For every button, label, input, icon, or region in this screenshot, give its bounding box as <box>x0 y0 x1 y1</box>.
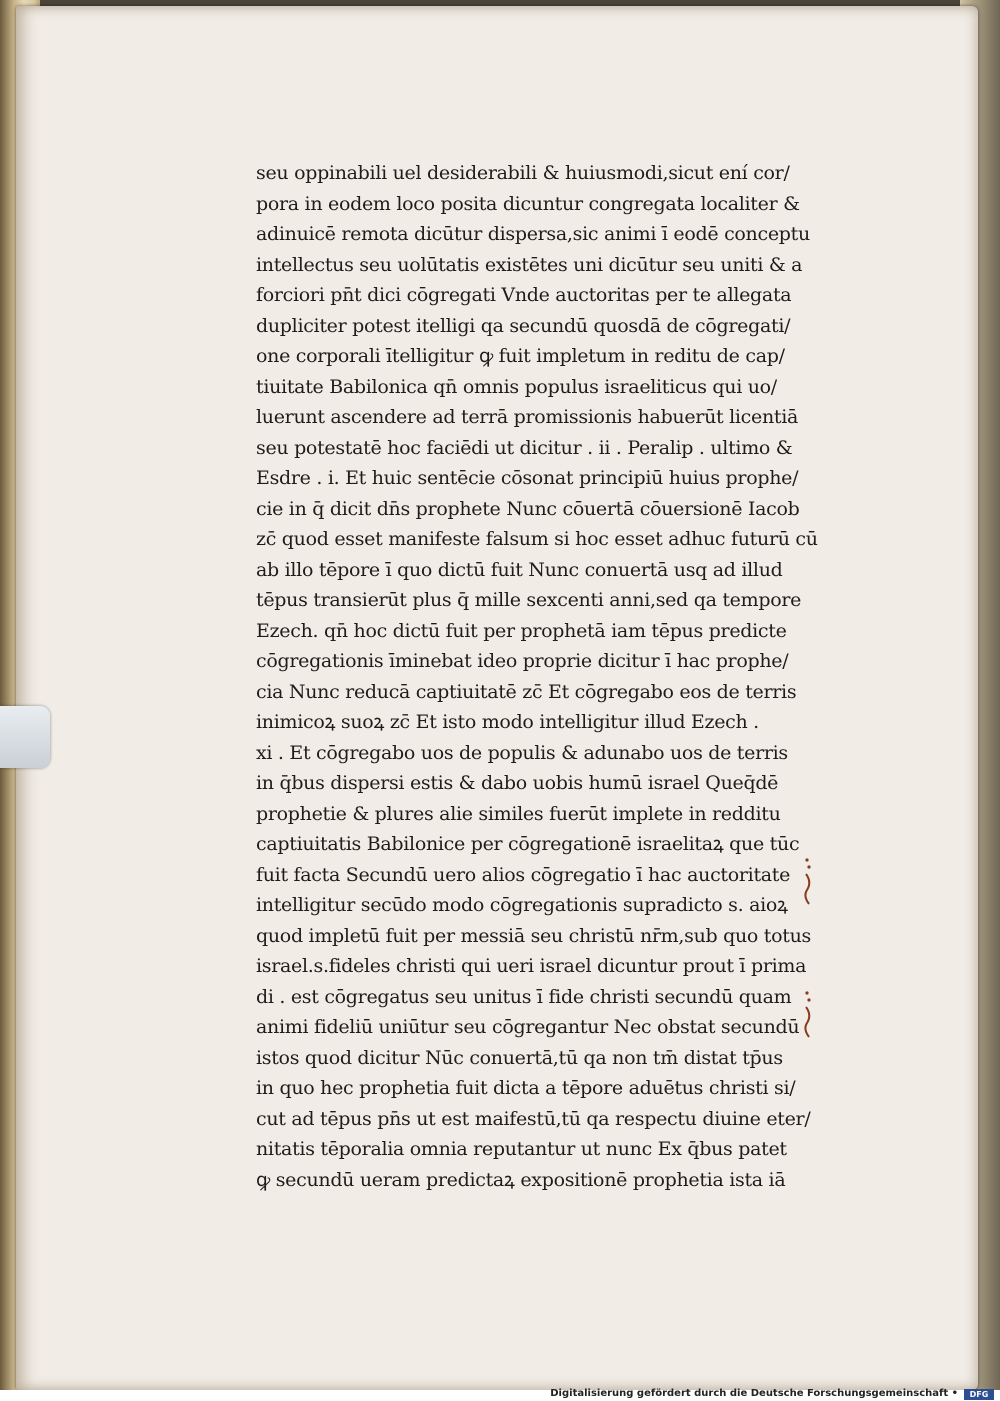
text-line: one corporali ītelligitur ꝙ fuit impletum in reditu de cap/ <box>256 345 785 367</box>
text-line: tēpus transierūt plus q̄ mille sexcenti anni,sed qa tempore <box>256 589 802 611</box>
text-line: captiuitatis Babilonice per cōgregationē israelitaꝝ que tūc <box>256 833 800 855</box>
footer-credit: Digitalisierung gefördert durch die Deutsche Forschungsgemeinschaft • <box>550 1388 958 1399</box>
text-line: pora in eodem loco posita dicuntur congregata localiter & <box>256 192 800 215</box>
text-line: tiuitate Babilonica qn̄ omnis populus israeliticus qui uo/ <box>256 375 777 398</box>
text-line: luerunt ascendere ad terrā promissionis habuerūt licentiā <box>256 406 799 428</box>
text-line: Esdre . i. Et huic sentēcie cōsonat principiū huius prophe/ <box>256 467 799 489</box>
margin-annotation-mark-1 <box>802 856 816 906</box>
text-line: seu oppinabili uel desiderabili & huiusmodi,sicut enı́ cor/ <box>256 162 790 184</box>
dfg-logo: DFG <box>964 1389 994 1400</box>
text-line: cia Nunc reducā captiuitatē zc̄ Et cōgregabo eos de terris <box>256 680 797 703</box>
text-line: zc̄ quod esset manifeste falsum si hoc esset adhuc futurū cū <box>256 528 818 550</box>
page-clip <box>0 706 50 768</box>
text-line: in quo hec prophetia fuit dicta a tēpore aduētus christi si/ <box>256 1077 796 1099</box>
text-line: xi . Et cōgregabo uos de populis & adunabo uos de terris <box>256 741 788 764</box>
text-line: cut ad tēpus pn̄s ut est maifestū,tū qa respectu diuine eter/ <box>256 1107 811 1130</box>
text-line: animi fideliū uniūtur seu cōgregantur Nec obstat secundū <box>256 1016 800 1038</box>
text-line: dupliciter potest itelligi qa secundū quosdā de cōgregati/ <box>256 314 791 337</box>
text-line: seu potestatē hoc faciēdi ut dicitur . ii . Peralip . ultimo & <box>256 436 793 459</box>
printed-text-block <box>256 158 836 1195</box>
text-line: fuit facta Secundū uero alios cōgregatio ī hac auctoritate <box>256 863 791 886</box>
text-line: nitatis tēporalia omnia reputantur ut nunc Ex q̄bus patet <box>256 1138 787 1160</box>
text-line: istos quod dicitur Nūc conuertā,tū qa non tm̄ distat tp̄us <box>256 1046 783 1069</box>
text-line: israel.s.fideles christi qui ueri israel dicuntur prout ī prima <box>256 955 807 977</box>
text-line: quod impletū fuit per messiā seu christū nr̄m,sub quo totus <box>256 924 811 947</box>
margin-annotation-mark-2 <box>802 989 816 1039</box>
text-line: intellectus seu uolūtatis existētes uni dicūtur seu uniti & a <box>256 253 803 276</box>
text-line: in q̄bus dispersi estis & dabo uobis humū israel Queq̄dē <box>256 772 779 794</box>
text-line: ab illo tēpore ī quo dictū fuit Nunc conuertā usq ad illud <box>256 558 783 581</box>
text-line: cōgregationis īminebat ideo proprie dicitur ī hac prophe/ <box>256 650 789 672</box>
text-line: prophetie & plures alie similes fuerūt implete in redditu <box>256 802 781 825</box>
text-line: cie in q̄ dicit dn̄s prophete Nunc cōuertā cōuersionē Iacob <box>256 497 800 520</box>
book-page <box>16 6 978 1390</box>
text-line: ꝙ secundū ueram predictaꝝ expositionē prophetia ista iā <box>256 1168 786 1191</box>
text-line: Ezech. qn̄ hoc dictū fuit per prophetā iam tēpus predicte <box>256 619 787 642</box>
text-line: inimicoꝝ suoꝝ zc̄ Et isto modo intelligitur illud Ezech . <box>256 711 759 733</box>
text-line: adinuicē remota dicūtur dispersa,sic animi ī eodē conceptu <box>256 223 810 245</box>
text-line: intelligitur secūdo modo cōgregationis supradicto s. aioꝝ <box>256 894 788 916</box>
text-line: forciori pn̄t dici cōgregati Vnde auctoritas per te allegata <box>256 284 792 306</box>
footer-bar <box>0 1390 1000 1401</box>
text-line: di . est cōgregatus seu unitus ī fide christi secundū quam <box>256 985 792 1008</box>
